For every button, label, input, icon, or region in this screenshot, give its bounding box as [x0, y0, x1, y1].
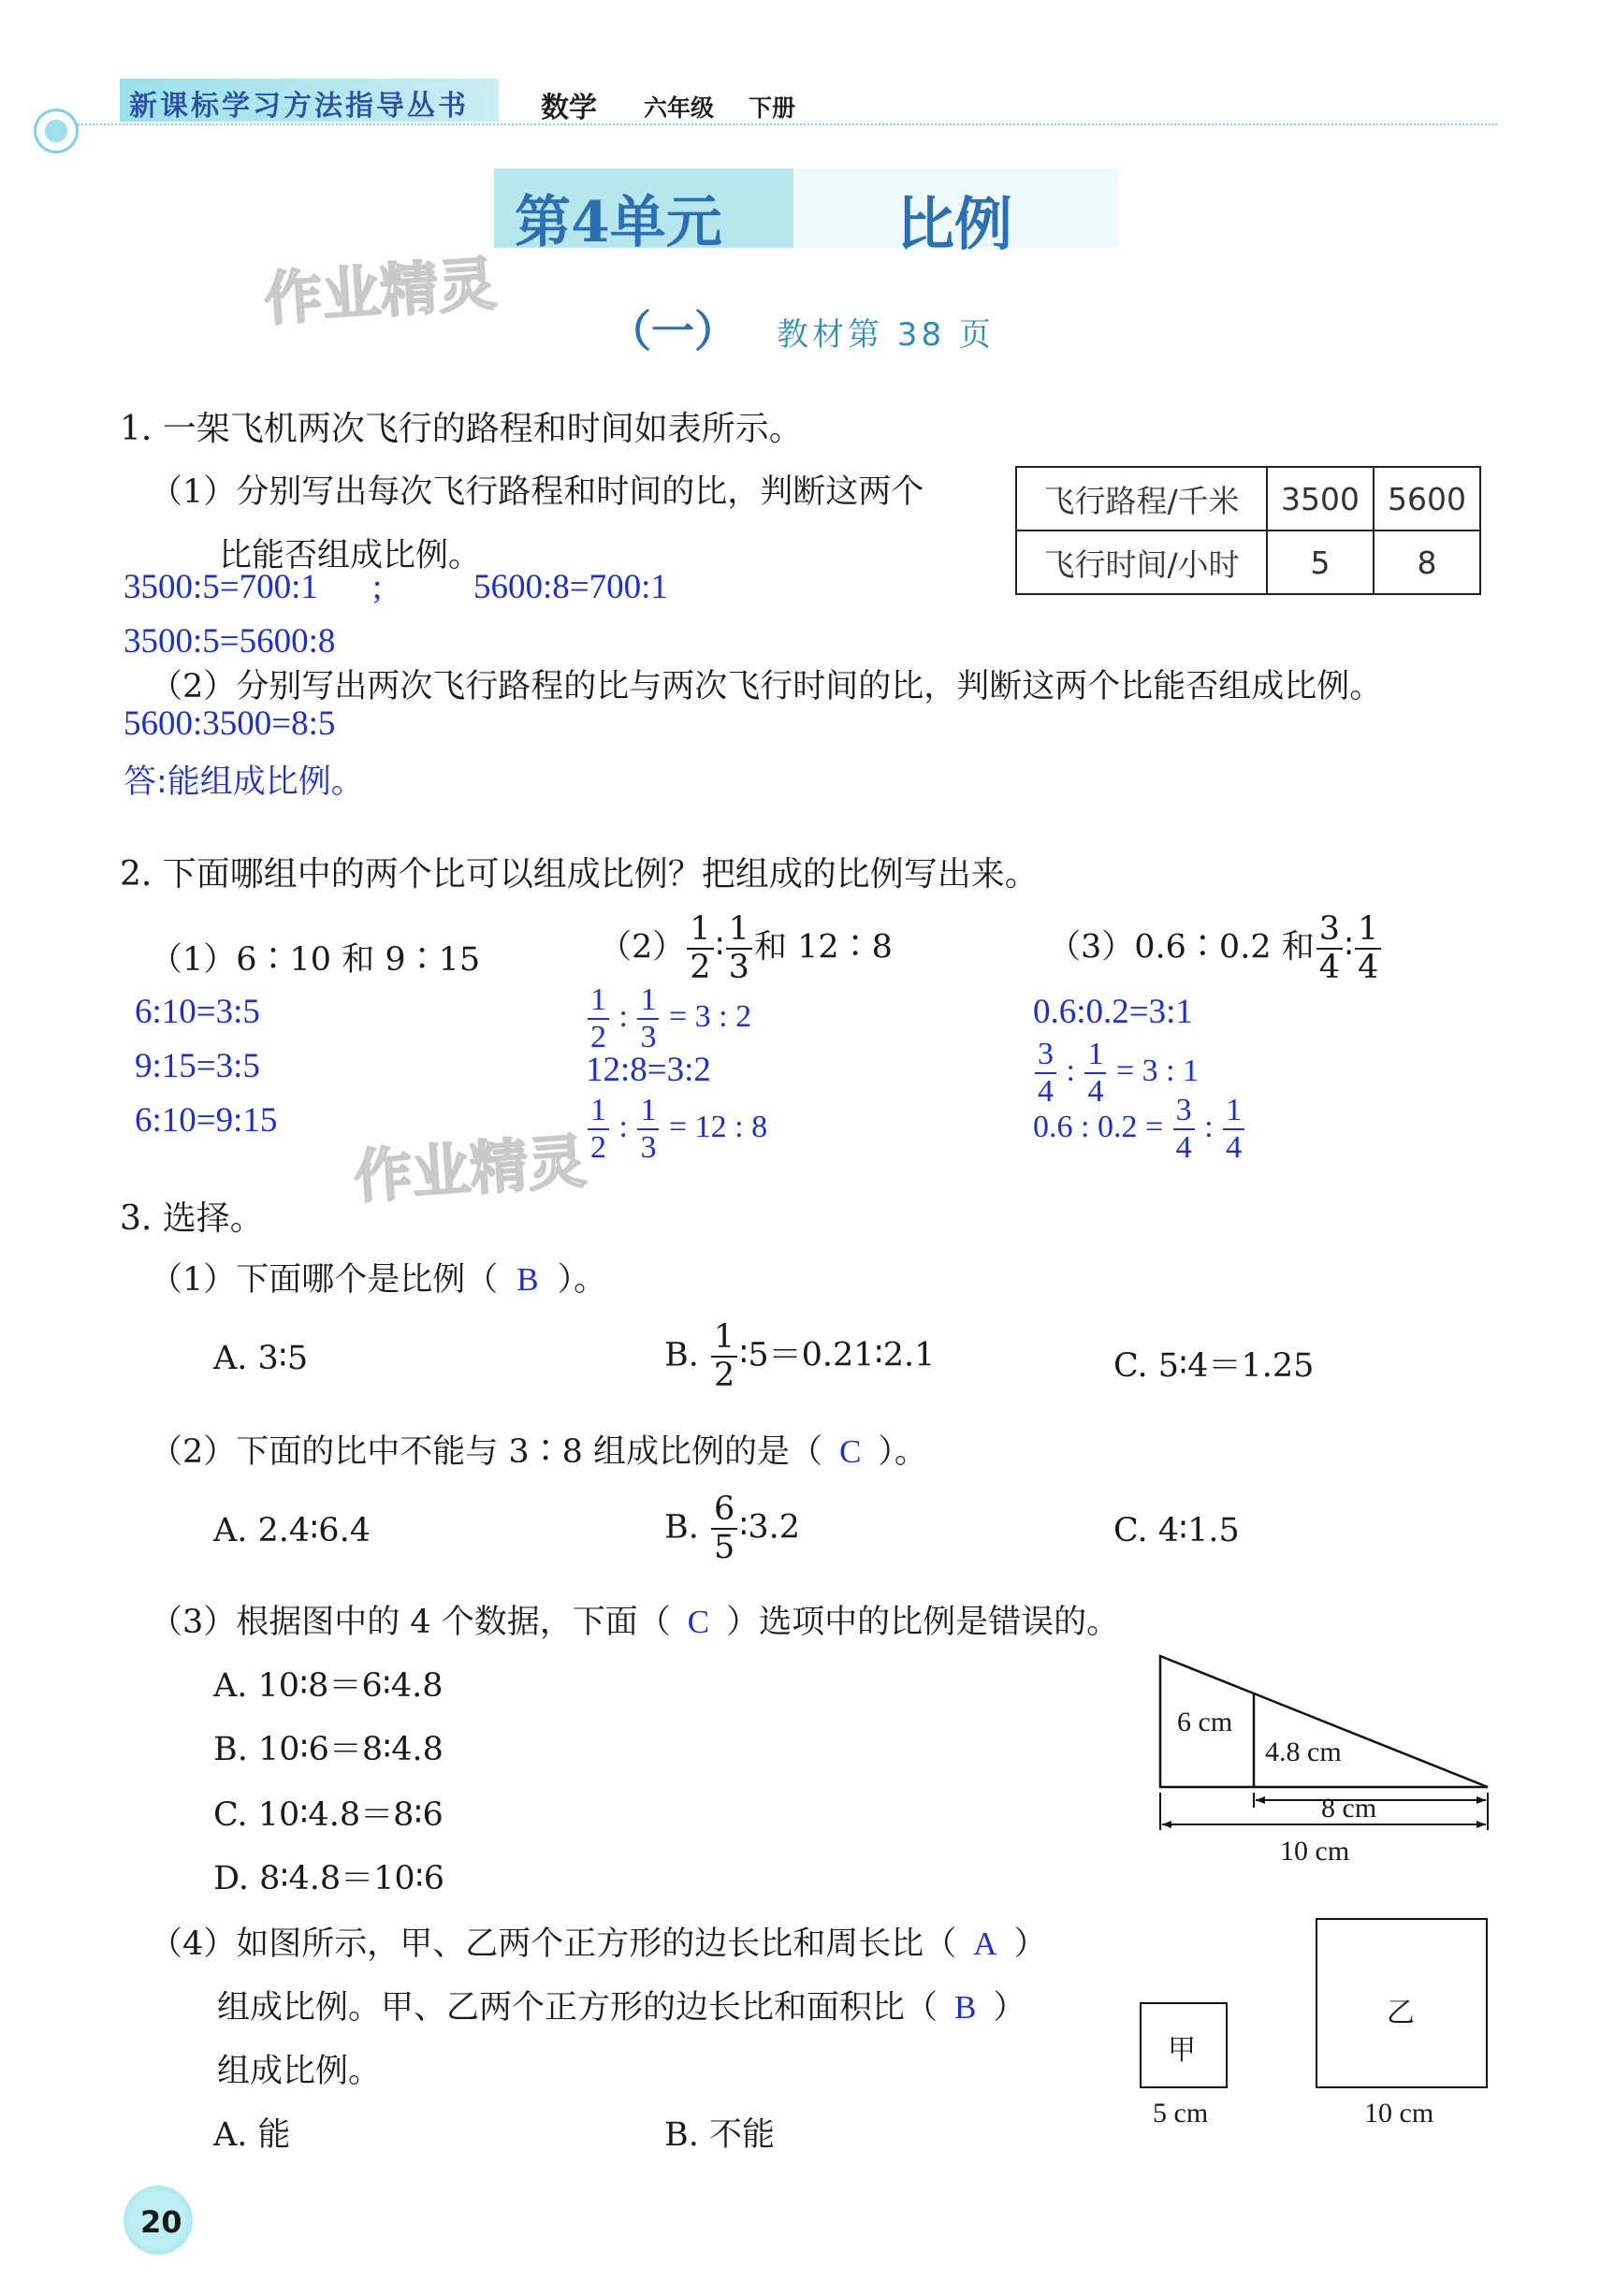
- q3-stem: 3. 选择。: [120, 1199, 264, 1238]
- q3-part3: （3）根据图中的 4 个数据，下面（ C ）选项中的比例是错误的。: [150, 1604, 1120, 1641]
- label-4-8cm: 4.8 cm: [1265, 1737, 1342, 1767]
- fraction: $\frac{1}{2}$: [588, 984, 609, 1054]
- watermark: 作业精灵: [352, 1126, 589, 1212]
- fraction: $\frac{1}{3}$: [726, 913, 752, 984]
- fraction: $\frac{1}{4}$: [1084, 1039, 1106, 1108]
- q1-answer-1a: 3500:5=700:1: [124, 568, 318, 606]
- q3-p3-option-d: D. 8∶4.8＝10∶6: [213, 1860, 445, 1897]
- fraction: $\frac{1}{3}$: [637, 984, 659, 1054]
- q1-answer-1b: 5600:8=700:1: [473, 568, 668, 606]
- q3-p3-option-c: C. 10∶4.8＝8∶6: [213, 1796, 444, 1834]
- unit-title: 第4单元: [515, 190, 722, 255]
- q3-p1-option-b: B. $\frac{1}{2}$ ∶5＝0.21∶2.1: [664, 1318, 936, 1394]
- table-cell: 5600: [1374, 467, 1480, 530]
- q3-part1: （1）下面哪个是比例（ B ）。: [150, 1261, 607, 1299]
- table-row: [1016, 467, 1480, 530]
- q3-part4-line3: 组成比例。: [217, 2053, 382, 2090]
- q3-p3-option-a: A. 10∶8＝6∶4.8: [213, 1667, 444, 1705]
- q2-answer-2a: $\frac{1}{2}$ : $\frac{1}{3}$ = 3 : 2: [586, 984, 751, 1054]
- fraction: $\frac{1}{3}$: [637, 1095, 659, 1164]
- label-10cm: 10 cm: [1280, 1836, 1350, 1867]
- q2-group3-label: （3）0.6∶0.2 和: [1048, 928, 1315, 966]
- section-ref: 教材第 38 页: [777, 316, 995, 354]
- q3-part4-line1: （4）如图所示，甲、乙两个正方形的边长比和周长比（ A ）: [150, 1925, 1047, 1963]
- fraction: $\frac{1}{4}$: [1355, 913, 1381, 984]
- q3-part2: （2）下面的比中不能与 3∶8 组成比例的是（ C ）。: [150, 1433, 927, 1471]
- header-subject: 数学: [541, 92, 597, 124]
- q2-answer-2b: 12:8=3:2: [586, 1051, 711, 1089]
- fraction: $\frac{1}{4}$: [1223, 1095, 1244, 1164]
- fraction: $\frac{3}{4}$: [1316, 913, 1343, 984]
- q3-p4-option-a: A. 能: [213, 2116, 291, 2154]
- header-line: [75, 124, 1497, 125]
- q2-group1: （1）6∶10 和 9∶15: [150, 941, 481, 979]
- q2-group2-label: （2）: [599, 928, 686, 966]
- square-jia-side-label: 5 cm: [1153, 2098, 1209, 2129]
- q2-answer-3b: $\frac{3}{4}$ : $\frac{1}{4}$ = 3 : 1: [1033, 1039, 1199, 1108]
- table-header-time: 飞行时间/小时: [1016, 530, 1267, 594]
- q3-p2-option-c: C. 4∶1.5: [1113, 1512, 1240, 1549]
- q1-answer-separator: ;: [372, 568, 383, 606]
- label-6cm: 6 cm: [1177, 1707, 1233, 1737]
- table-cell: 5: [1267, 530, 1374, 594]
- q3-p2-option-a: A. 2.4∶6.4: [213, 1512, 371, 1549]
- square-yi-label: 乙: [1387, 1997, 1415, 2029]
- fraction: $\frac{1}{2}$: [588, 1095, 609, 1164]
- q2-answer-1c: 6:10=9:15: [135, 1101, 278, 1140]
- q1-answer-2b: 答:能组成比例。: [124, 763, 364, 801]
- q2-answer-1b: 9:15=3:5: [135, 1047, 260, 1085]
- header-series: 新课标学习方法指导丛书: [129, 90, 469, 123]
- header-grade: 六年级: [644, 94, 715, 122]
- table-cell: 3500: [1267, 467, 1374, 530]
- fraction: $\frac{1}{2}$: [687, 913, 713, 984]
- q1-part1-line1: （1）分别写出每次飞行路程和时间的比，判断这两个: [150, 473, 924, 511]
- q2-answer-2c: $\frac{1}{2}$ : $\frac{1}{3}$ = 12 : 8: [586, 1095, 767, 1164]
- q3-part4-line2: 组成比例。甲、乙两个正方形的边长比和面积比（ B ）: [217, 1989, 1026, 2027]
- header-volume: 下册: [749, 94, 796, 122]
- q1-answer-1c: 3500:5=5600:8: [124, 622, 336, 661]
- q1-part2: （2）分别写出两次飞行路程的比与两次飞行时间的比，判断这两个比能否组成比例。: [150, 668, 1383, 705]
- q2-stem: 2. 下面哪组中的两个比可以组成比例？把组成的比例写出来。: [120, 855, 1039, 894]
- square-yi-side-label: 10 cm: [1364, 2098, 1434, 2129]
- q2-answer-3c: 0.6 : 0.2 = $\frac{3}{4}$ : $\frac{1}{4}$: [1033, 1095, 1246, 1164]
- q2-answer-1a: 6:10=3:5: [135, 993, 260, 1031]
- q3-p1-option-c: C. 5∶4＝1.25: [1113, 1347, 1315, 1385]
- fraction: $\frac{3}{4}$: [1035, 1039, 1056, 1108]
- q3-p1-option-a: A. 3∶5: [213, 1340, 309, 1377]
- q1-stem: 1. 一架飞机两次飞行的路程和时间如表所示。: [120, 410, 803, 448]
- square-jia-label: 甲: [1168, 2034, 1196, 2067]
- label-8cm: 8 cm: [1321, 1793, 1377, 1824]
- table-cell: 8: [1374, 530, 1480, 594]
- page-number: 20: [140, 2204, 182, 2240]
- watermark: 作业精灵: [262, 249, 499, 334]
- flight-table: [1015, 466, 1481, 595]
- q2-group2: （2） $\frac{1}{2}$ ∶ $\frac{1}{3}$ 和 12∶8: [599, 910, 893, 986]
- q3-p3-option-b: B. 10∶6＝8∶4.8: [213, 1731, 444, 1768]
- q2-group2-mid: 和 12∶8: [753, 928, 893, 966]
- table-row: [1016, 530, 1480, 594]
- q2-answer-3a: 0.6:0.2=3:1: [1033, 993, 1193, 1031]
- fraction: $\frac{1}{2}$: [711, 1321, 737, 1392]
- q3-p2-option-b: B. $\frac{6}{5}$ ∶3.2: [664, 1490, 801, 1566]
- q1-part1-line2: 比能否组成比例。: [219, 537, 482, 574]
- table-header-distance: 飞行路程/千米: [1016, 467, 1267, 530]
- header-decoration-circle: [34, 109, 79, 153]
- q3-p4-option-b: B. 不能: [664, 2116, 775, 2154]
- fraction: $\frac{6}{5}$: [711, 1493, 737, 1564]
- section-title: （一）: [608, 306, 737, 356]
- q2-group3: （3）0.6∶0.2 和 $\frac{3}{4}$ ∶ $\frac{1}{4}$: [1048, 913, 1383, 984]
- unit-name: 比例: [896, 190, 1013, 258]
- q1-answer-2a: 5600:3500=8:5: [124, 705, 336, 743]
- fraction: $\frac{3}{4}$: [1173, 1095, 1195, 1164]
